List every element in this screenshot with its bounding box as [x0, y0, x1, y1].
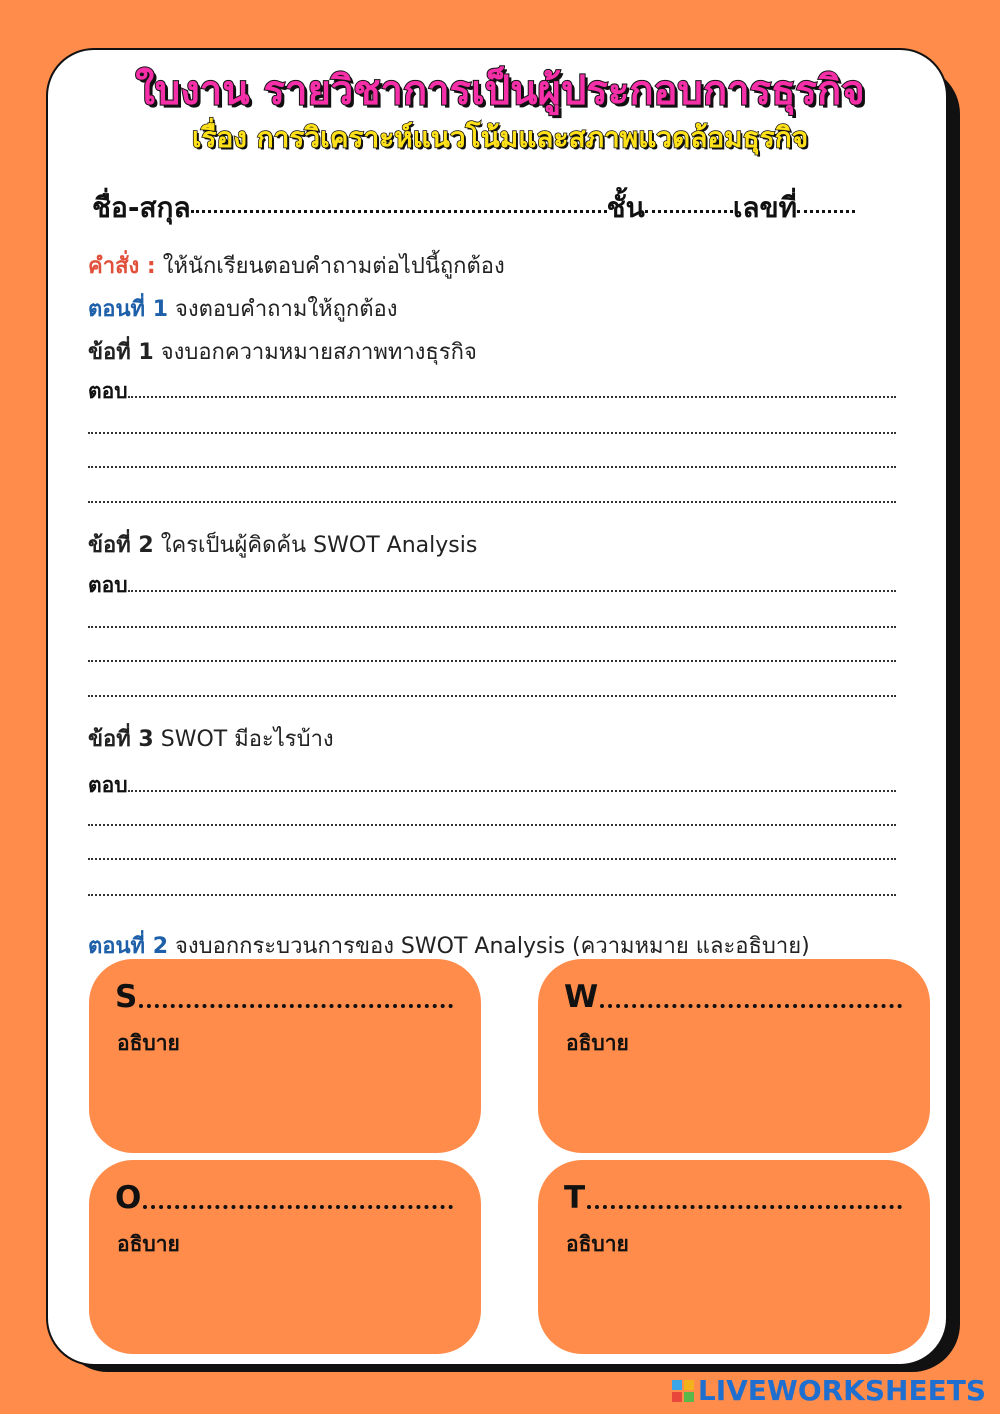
- swot-title-field[interactable]: [600, 1004, 902, 1008]
- answer-rule: [128, 396, 896, 398]
- class-label: ชั้น: [606, 191, 645, 224]
- liveworksheets-watermark: [672, 1374, 986, 1407]
- liveworksheets-logo-icon: [672, 1380, 694, 1402]
- question-3-label: ข้อที่ 3: [88, 727, 154, 752]
- part2-text: จงบอกกระบวนการของ SWOT Analysis (ความหมาย และอธิบาย): [175, 934, 810, 959]
- question-2: [88, 527, 896, 562]
- footer-brand: LIVEWORKSHEETS: [697, 1374, 986, 1407]
- answer-rule: [88, 824, 896, 826]
- question-2-text: ใครเป็นผู้คิดค้น SWOT Analysis: [160, 533, 478, 558]
- answer-rule: [128, 790, 896, 792]
- question-1-label: ข้อที่ 1: [88, 340, 154, 365]
- answer-3-line-2[interactable]: [88, 806, 896, 830]
- answer-3-line-4[interactable]: [88, 876, 896, 900]
- swot-box-header: [115, 1182, 453, 1214]
- swot-desc-label: อธิบาย: [117, 1031, 180, 1055]
- swot-box-header: [564, 1182, 902, 1214]
- swot-box-o[interactable]: [89, 1160, 481, 1354]
- name-label: ชื่อ-สกุล: [92, 191, 191, 224]
- name-field[interactable]: [191, 210, 607, 213]
- answer-2-line-4[interactable]: [88, 677, 896, 701]
- answer-rule: [88, 466, 896, 468]
- part2-label: ตอนที่ 2: [88, 934, 169, 959]
- answer-1-line-2[interactable]: [88, 414, 896, 438]
- answer-rule: [88, 858, 896, 860]
- answer-rule: [88, 695, 896, 697]
- answer-2-line-3[interactable]: [88, 642, 896, 666]
- instruction-label: คำสั่ง :: [88, 254, 156, 279]
- part1-text: จงตอบคำถามให้ถูกต้อง: [175, 297, 398, 322]
- answer-rule: [88, 501, 896, 503]
- number-field[interactable]: [797, 210, 855, 213]
- swot-box-s[interactable]: [89, 959, 481, 1153]
- question-3: [88, 721, 896, 756]
- swot-desc-label: อธิบาย: [117, 1232, 180, 1256]
- answer-rule: [88, 660, 896, 662]
- swot-letter: S: [115, 979, 138, 1015]
- answer-rule: [88, 432, 896, 434]
- swot-letter: W: [564, 979, 599, 1015]
- answer-3-label: ตอบ: [88, 773, 128, 797]
- instruction-text: ให้นักเรียนตอบคำถามต่อไปนี้ถูกต้อง: [162, 254, 505, 279]
- answer-rule: [88, 894, 896, 896]
- answer-1-line-3[interactable]: [88, 448, 896, 472]
- swot-desc-label: อธิบาย: [566, 1232, 629, 1256]
- answer-3-line-1[interactable]: [88, 772, 896, 796]
- swot-title-field[interactable]: [587, 1205, 902, 1209]
- answer-3-line-3[interactable]: [88, 840, 896, 864]
- swot-title-field[interactable]: [139, 1004, 453, 1008]
- swot-box-header: [115, 981, 453, 1013]
- question-2-label: ข้อที่ 2: [88, 533, 154, 558]
- swot-box-w[interactable]: [538, 959, 930, 1153]
- part1-heading: [88, 291, 896, 326]
- instruction-line: [88, 248, 896, 283]
- swot-desc-label: อธิบาย: [566, 1031, 629, 1055]
- swot-title-field[interactable]: [143, 1205, 453, 1209]
- student-info-row: [92, 186, 855, 230]
- part2-heading: [88, 928, 896, 963]
- swot-letter: O: [115, 1180, 142, 1216]
- answer-2-line-2[interactable]: [88, 608, 896, 632]
- question-3-text: SWOT มีอะไรบ้าง: [160, 727, 334, 752]
- number-label: เลขที่: [732, 191, 798, 224]
- swot-box-header: [564, 981, 902, 1013]
- answer-1-label: ตอบ: [88, 379, 128, 403]
- answer-2-line-1[interactable]: [88, 572, 896, 596]
- question-1-text: จงบอกความหมายสภาพทางธุรกิจ: [160, 340, 477, 365]
- answer-rule: [88, 626, 896, 628]
- answer-1-line-4[interactable]: [88, 483, 896, 507]
- answer-rule: [128, 590, 896, 592]
- answer-1-line-1[interactable]: [88, 378, 896, 402]
- worksheet-subtitle: เรื่อง การวิเคราะห์แนวโน้มและสภาพแวดล้อมธุรกิจ: [191, 121, 809, 154]
- part1-label: ตอนที่ 1: [88, 297, 169, 322]
- swot-box-t[interactable]: [538, 1160, 930, 1354]
- swot-letter: T: [564, 1180, 586, 1216]
- class-field[interactable]: [645, 210, 733, 213]
- answer-2-label: ตอบ: [88, 573, 128, 597]
- question-1: [88, 334, 896, 369]
- worksheet-title: ใบงาน รายวิชาการเป็นผู้ประกอบการธุรกิจ: [135, 68, 865, 114]
